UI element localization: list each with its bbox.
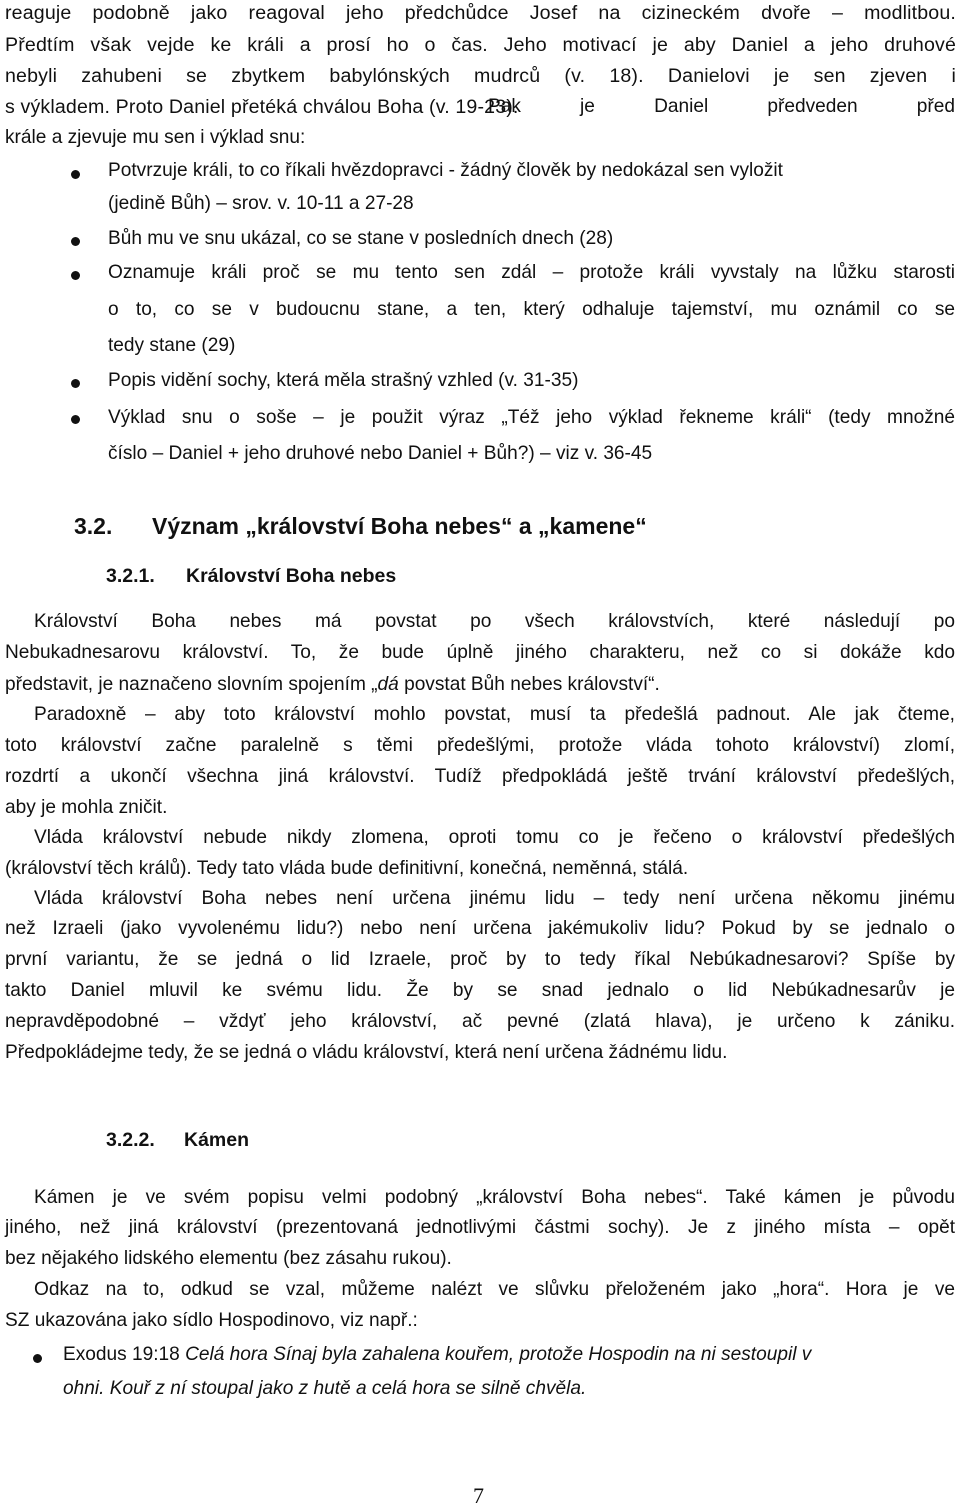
- bullet-3-line-3: tedy stane (29): [108, 335, 236, 356]
- bullet-dot: [33, 1354, 42, 1363]
- bullet-5-line-2: číslo – Daniel + jeho druhové nebo Daniel + Bůh?) – viz v. 36-45: [108, 443, 653, 464]
- p2-line-3: rozdrtí a ukončí všechna jiná království. Tudíž předpokládá ještě trvání království předešlých,: [5, 766, 955, 787]
- section-number: 3.2.2.: [106, 1129, 155, 1151]
- kamen-p1-line-3: bez nějakého lidského elementu (bez zásahu rukou).: [5, 1248, 452, 1269]
- p2-line-1: Paradoxně – aby toto království mohlo povstat, musí ta předešlá padnout. Ale jak čteme,: [34, 704, 955, 725]
- p4-line-1: Vláda království Boha nebes není určena jinému lidu – tedy není určena někomu jinému: [34, 888, 955, 909]
- kamen-p1-line-1: Kámen je ve svém popisu velmi podobný „království Boha nebes“. Také kámen je původu: [34, 1187, 955, 1208]
- p1-text-end: povstat Bůh nebes království“.: [398, 674, 660, 695]
- p2-line-4: aby je mohla zničit.: [5, 797, 168, 818]
- bullet-dot: [71, 379, 80, 388]
- p3-line-2: (království těch králů). Tedy tato vláda bude definitivní, konečná, neměnná, stálá.: [5, 858, 689, 879]
- bullet-3-line-1: Oznamuje králi proč se mu tento sen zdál – protože králi vyvstaly na lůžku starosti: [108, 262, 955, 283]
- p4-line-5: nepravděpodobné – vždyť jeho království, ač pevné (zlatá hlava), je určeno k zániku.: [5, 1011, 955, 1032]
- p3-line-1: Vláda království nebude nikdy zlomena, oproti tomu co je řečeno o království předešlých: [34, 827, 955, 848]
- intro-line-4b: Pak je Daniel předveden před: [488, 96, 955, 117]
- section-heading-3-2-2: [106, 1129, 249, 1152]
- bullet-dot: [71, 271, 80, 280]
- intro-line-3: nebyli zahubeni se zbytkem babylónských mudrců (v. 18). Danielovi je sen zjeven i: [5, 65, 956, 87]
- bullet-5-line-1: Výklad snu o soše – je použit výraz „Též jeho výklad řekneme králi“ (tedy množné: [108, 407, 955, 428]
- bullet-1-line-1: Potvrzuje králi, to co říkali hvězdopravci - žádný člověk by nedokázal sen vyložit: [108, 160, 783, 181]
- p4-line-4: takto Daniel mluvil ke svému lidu. Že by se snad jednalo o lid Nebúkadnesarův je: [5, 980, 955, 1001]
- p4-line-3: první variantu, že se jedná o lid Izraele, proč by to tedy říkal Nebúkadnesarovi? Spíše by: [5, 949, 955, 970]
- exodus-line-2: [63, 1378, 586, 1400]
- bullet-2-line-1: Bůh mu ve snu ukázal, co se stane v posledních dnech (28): [108, 228, 614, 249]
- kamen-p1-line-2: jiného, než jiná království (prezentovaná jednotlivými částmi sochy). Je z jiného místa – opět: [5, 1217, 955, 1238]
- p1-line-2: Nebukadnesarovu království. To, že bude úplně jiného charakteru, než co si dokáže kdo: [5, 642, 955, 663]
- section-title: Království Boha nebes: [186, 565, 397, 587]
- exodus-ref: Exodus 19:18: [63, 1344, 186, 1365]
- bullet-dot: [71, 237, 80, 246]
- p1-italic-word: dá: [377, 674, 399, 695]
- exodus-quote: Celá hora Sínaj byla zahalena kouřem, protože Hospodin na ni sestoupil v: [185, 1344, 812, 1365]
- kamen-p2-line-2: SZ ukazována jako sídlo Hospodinovo, viz např.:: [5, 1310, 418, 1331]
- intro-line-2: Předtím však vejde ke králi a prosí ho o čas. Jeho motivací je aby Daniel a jeho druhové: [5, 34, 956, 56]
- section-heading-3-2: [74, 513, 647, 540]
- bullet-dot: [71, 170, 80, 179]
- section-title: Význam „království Boha nebes“ a „kamene“: [152, 513, 647, 539]
- bullet-4-line-1: Popis vidění sochy, která měla strašný vzhled (v. 31-35): [108, 370, 579, 391]
- kamen-p2-line-1: Odkaz na to, odkud se vzal, můžeme nalézt ve slůvku přeloženém jako „hora“. Hora je ve: [34, 1279, 955, 1300]
- bullet-dot: [71, 415, 80, 424]
- p4-line-6: Předpokládejme tedy, že se jedná o vládu království, která není určena žádnému lidu.: [5, 1042, 728, 1063]
- exodus-line-1: [63, 1344, 811, 1366]
- intro-line-4: s výkladem. Proto Daniel přetéká chválou Boha (v. 19-23).: [5, 96, 519, 118]
- section-heading-3-2-1: [106, 565, 396, 588]
- p1-line-3: [5, 674, 660, 696]
- section-title: Kámen: [184, 1129, 250, 1151]
- p1-text: představit, je naznačeno slovním spojením „: [5, 674, 378, 695]
- section-number: 3.2.: [74, 513, 113, 539]
- intro-line-1: reaguje podobně jako reagoval jeho předchůdce Josef na cizineckém dvoře – modlitbou.: [5, 2, 956, 24]
- exodus-quote-2: ohni. Kouř z ní stoupal jako z hutě a celá hora se silně chvěla.: [63, 1378, 587, 1399]
- page-number: 7: [473, 1483, 484, 1508]
- p1-line-1: Království Boha nebes má povstat po všech královstvích, které následují po: [34, 611, 955, 632]
- bullet-1-line-2: (jedině Bůh) – srov. v. 10-11 a 27-28: [108, 193, 414, 214]
- p2-line-2: toto království začne paralelně s těmi předešlými, protože vláda tohoto království) zlomí,: [5, 735, 955, 756]
- bullet-3-line-2: o to, co se v budoucnu stane, a ten, který odhaluje tajemství, mu oznámil co se: [108, 299, 955, 320]
- p4-line-2: než Izraeli (jako vyvolenému lidu?) nebo není určena jakémukoliv lidu? Pokud by se jednalo o: [5, 918, 955, 939]
- intro-line-5: krále a zjevuje mu sen i výklad snu:: [5, 127, 306, 148]
- section-number: 3.2.1.: [106, 565, 155, 587]
